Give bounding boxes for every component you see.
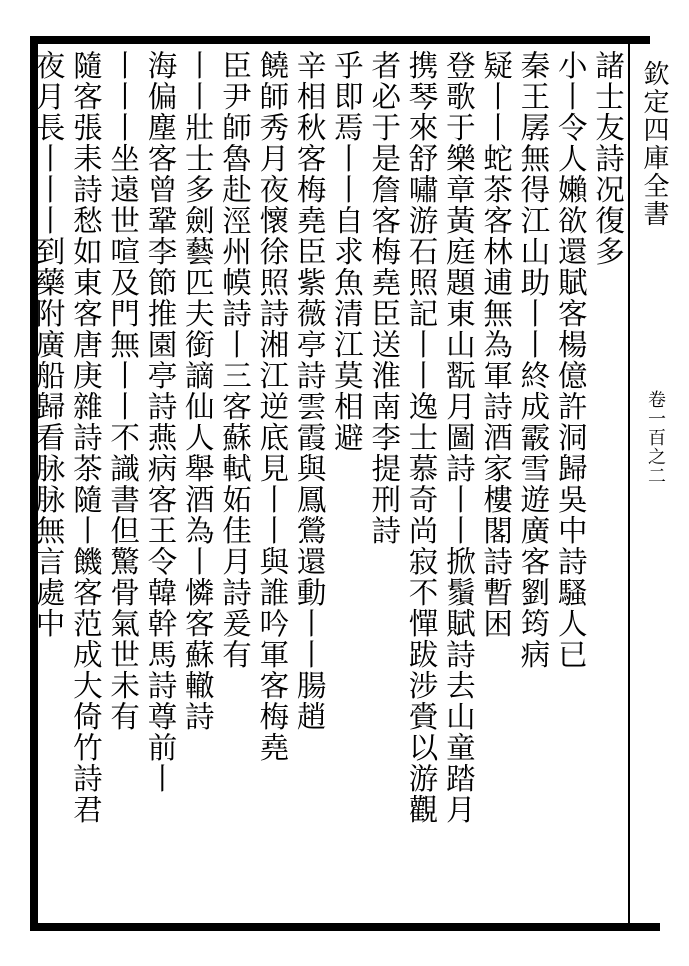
page-border-bottom xyxy=(30,923,660,931)
text-column: 秦王孱無得江山助丨丨終成霰雪遊廣客劉筠病 xyxy=(516,50,551,670)
text-column: 登歌于樂章黃庭題東山翫月圖詩丨丨掀鬚賦詩去山童踏月 xyxy=(441,50,476,825)
text-column: 者必于是詹客梅堯臣送淮南李提刑詩 xyxy=(367,50,402,546)
text-column: 丨丨壯士多劍藝匹夫銜謫仙人舉酒為丨憐客蘇轍詩 xyxy=(180,50,215,732)
text-column: 小丨令人嬾欲還賦客楊億許洞歸吳中詩騷人已 xyxy=(553,50,588,670)
text-column: 丨丨丨坐遠世喧及門無丨丨不識書但驚骨氣世未有 xyxy=(106,50,141,732)
text-column: 乎即焉丨丨自求魚清江莫相避 xyxy=(329,50,364,453)
text-column: 疑丨丨蛇茶客林逋無為軍詩酒家樓閣詩暫困 xyxy=(479,50,514,639)
margin-title: 欽定四庫全書 xyxy=(639,60,669,228)
text-column: 辛相秋客梅堯臣紫薇亭詩雲霞與鳳鶯還動丨丨腸趙 xyxy=(292,50,327,732)
text-column: 諸士友詩况復多 xyxy=(591,50,625,267)
text-column: 臣尹師魯赴涇州幙詩丨三客蘇軾妬佳月詩爰有 xyxy=(218,50,253,670)
text-column: 夜月長丨丨丨到藥附廣船歸看脉脉無言處中 xyxy=(31,50,66,639)
text-column: 携琴來舒嘯游石照記丨丨逸士慕奇尚寂不憚跋涉賫以游觀 xyxy=(404,50,439,825)
volume-label: 卷一百之二 xyxy=(645,390,666,485)
page-border-top xyxy=(30,36,650,44)
text-column: 海偏塵客曾鞏李節推園亭詩燕病客王令韓幹馬詩尊前丨 xyxy=(143,50,178,794)
text-column: 隨客張耒詩愁如東客唐庚雜詩茶隨丨饑客范成大倚竹詩君 xyxy=(68,50,103,825)
text-body xyxy=(31,50,626,920)
text-column: 饒師秀月夜懷徐照詩湘江逆底見丨丨與誰吟軍客梅堯 xyxy=(255,50,290,763)
